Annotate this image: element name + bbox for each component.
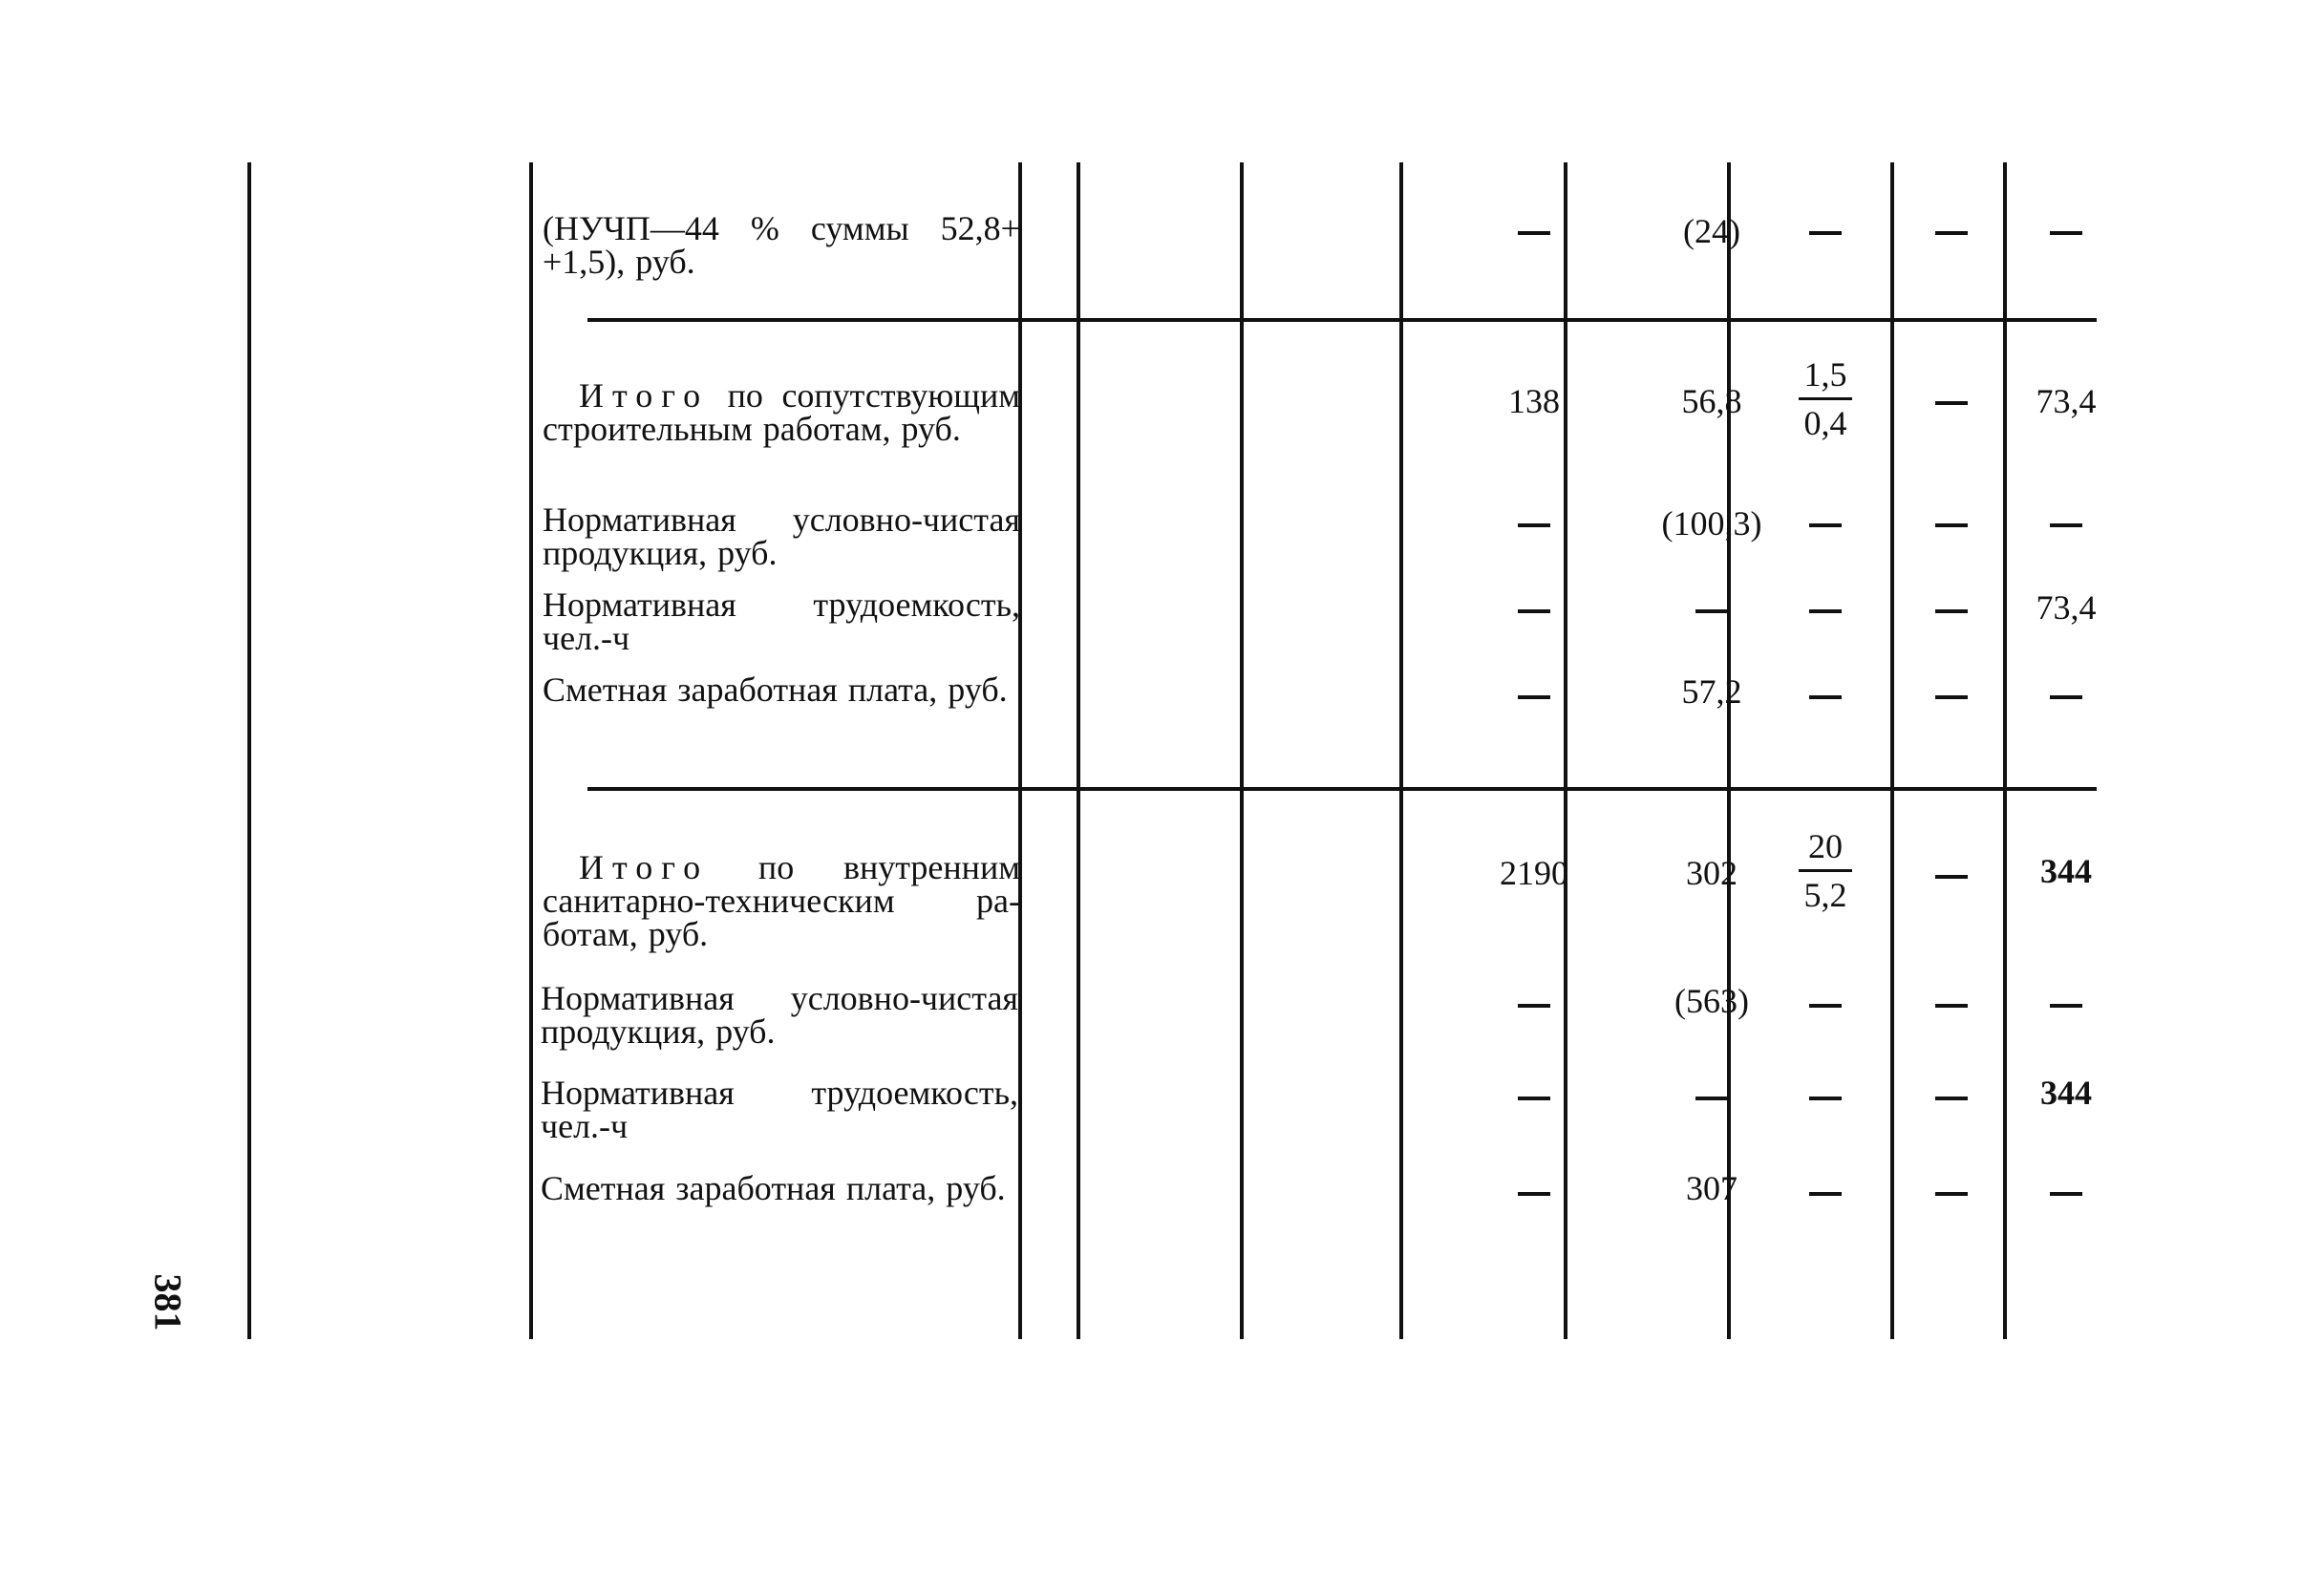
cell-dash	[2009, 212, 2123, 246]
cell-dash	[1779, 212, 1872, 246]
section-divider-2	[587, 787, 2097, 791]
cell-dash	[1779, 676, 1872, 711]
cell-value: 344	[2040, 852, 2092, 890]
cell-dash	[1486, 504, 1582, 539]
cell-value: 73,4	[2036, 382, 2097, 420]
cell-dash	[1779, 590, 1872, 625]
table-rule-label-left	[529, 162, 533, 1339]
cell-dash	[2009, 985, 2123, 1019]
fraction-numerator: 1,5	[1803, 355, 1847, 394]
fraction-denominator: 0,4	[1803, 404, 1847, 442]
cell-value: 73,4	[2036, 588, 2097, 627]
row-label-text: по сопутствующим строительным работам, руб.	[543, 376, 1020, 448]
row-label-total-vnutr	[543, 848, 1020, 953]
cell-value: 307	[1686, 1169, 1738, 1207]
cell-dash	[1910, 382, 1993, 416]
cell-dash	[1779, 1077, 1872, 1112]
cell-value: 2190	[1500, 854, 1568, 892]
table-rule-col-5	[1564, 162, 1567, 1339]
row-label-trud-vnutr	[541, 1076, 1018, 1143]
cell-dash	[1910, 212, 1993, 246]
row-label-text: Сметная заработная плата, руб.	[541, 1169, 1006, 1207]
cell-fraction	[1779, 823, 1872, 918]
row-label-zp-vnutr	[541, 1169, 1018, 1207]
cell-value: 344	[2040, 1074, 2092, 1112]
cell-dash	[1910, 676, 1993, 711]
table-rule-col-6	[1727, 162, 1731, 1339]
cell-dash	[1486, 985, 1582, 1019]
row-label-text: Нормативная трудоемкость, чел.-ч	[543, 586, 1020, 657]
cell-dash	[1645, 590, 1779, 625]
cell-dash	[1910, 985, 1993, 1019]
row-label-trud-soput	[543, 588, 1020, 655]
cell-dash	[1779, 504, 1872, 539]
table-rule-col-8	[2003, 162, 2007, 1339]
row-label-total-soput	[543, 376, 1020, 448]
cell-value: (563)	[1674, 982, 1749, 1020]
cell-dash	[1779, 1173, 1872, 1207]
row-label-text: по внутренним санитарно-техническим работам, руб.	[543, 848, 1020, 953]
fraction-numerator: 20	[1808, 827, 1843, 865]
cell-dash	[1486, 590, 1582, 625]
row-label-prefix: Итого	[579, 376, 710, 415]
cell-value: 138	[1508, 382, 1560, 420]
cell-dash	[1910, 1173, 1993, 1207]
row-label-text: Сметная заработная плата, руб.	[543, 671, 1008, 709]
cell-value: 302	[1686, 854, 1738, 892]
section-divider-1	[587, 318, 2097, 322]
cell-dash	[1486, 1077, 1582, 1112]
cell-dash	[2009, 504, 2123, 539]
cell-value: 56,8	[1681, 382, 1742, 420]
cell-dash	[1486, 676, 1582, 711]
row-label-text: Нормативная условно-чистая продукция, руб.	[543, 500, 1020, 572]
table-rule-col-2	[1077, 162, 1080, 1339]
table-rule-label-right	[1018, 162, 1022, 1339]
cell-dash	[1910, 504, 1993, 539]
cell-value: (24)	[1683, 212, 1740, 250]
fraction-denominator: 5,2	[1803, 876, 1847, 914]
table-rule-col-3	[1240, 162, 1244, 1339]
cell-dash	[1779, 985, 1872, 1019]
table-rule-col-4	[1399, 162, 1403, 1339]
table-rule-col-7	[1890, 162, 1894, 1339]
cell-dash	[1910, 856, 1993, 890]
cell-dash	[1645, 1077, 1779, 1112]
cell-value: (100,3)	[1661, 504, 1762, 543]
row-label-nuchp-vnutr	[541, 979, 1018, 1051]
row-label-zp-soput	[543, 673, 1020, 707]
row-label-nuchp-soput	[543, 500, 1020, 572]
row-label-text: Нормативная трудоемкость, чел.-ч	[541, 1074, 1018, 1145]
table-rule-left-outer	[247, 162, 251, 1339]
page-number: 381	[146, 1273, 190, 1331]
cell-fraction	[1779, 351, 1872, 446]
row-label-text: (НУЧП—44 % суммы 52,8+ +1,5), руб.	[543, 209, 1020, 281]
cell-dash	[1910, 1077, 1993, 1112]
cell-dash	[2009, 676, 2123, 711]
cell-dash	[1486, 1173, 1582, 1207]
row-label-text: Нормативная условно-чистая продукция, руб.	[541, 979, 1018, 1051]
cell-dash	[2009, 1173, 2123, 1207]
row-label-prefix: Итого	[579, 848, 710, 886]
cell-dash	[1486, 212, 1582, 246]
cell-value: 57,2	[1681, 672, 1742, 711]
cell-dash	[1910, 590, 1993, 625]
row-label-nuchp	[543, 209, 1020, 281]
